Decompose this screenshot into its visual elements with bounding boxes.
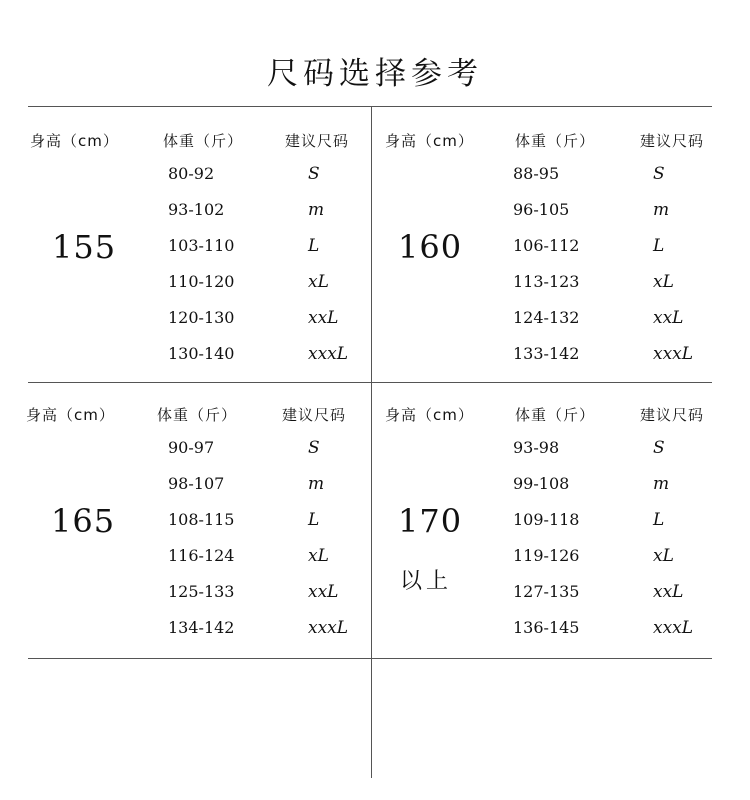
size-value: xL: [653, 272, 674, 292]
table-row: [385, 474, 745, 510]
weight-range: 98-107: [168, 474, 225, 493]
weight-range: 130-140: [168, 344, 235, 363]
table-row: [385, 344, 745, 380]
weight-range: 134-142: [168, 618, 235, 637]
height-value: 160: [398, 228, 463, 266]
size-value: L: [308, 236, 320, 256]
table-row: [385, 438, 745, 474]
height-value: 155: [52, 228, 117, 266]
table-row: [385, 164, 745, 200]
table-row: [385, 582, 745, 618]
weight-range: 110-120: [168, 272, 235, 291]
weight-range: 136-145: [513, 618, 580, 637]
size-value: m: [308, 474, 325, 494]
size-block-165: [26, 404, 386, 654]
table-row: [30, 308, 390, 344]
size-value: m: [308, 200, 325, 220]
size-block-160: [385, 130, 745, 380]
size-value: m: [653, 474, 670, 494]
table-row: [385, 618, 745, 654]
table-row: [385, 546, 745, 582]
weight-header: 体重（斤）: [157, 406, 238, 424]
weight-range: 96-105: [513, 200, 570, 219]
table-row: [26, 546, 386, 582]
table-row: [30, 200, 390, 236]
size-value: S: [653, 438, 665, 458]
table-row: [30, 236, 390, 272]
height-header: 身高（cm）: [385, 132, 474, 150]
page-title: 尺码选择参考: [267, 56, 483, 92]
size-value: xL: [308, 546, 329, 566]
table-row: [385, 308, 745, 344]
weight-range: 120-130: [168, 308, 235, 327]
weight-range: 99-108: [513, 474, 570, 493]
size-value: S: [308, 164, 320, 184]
table-row: [26, 438, 386, 474]
weight-range: 93-102: [168, 200, 225, 219]
weight-range: 119-126: [513, 546, 580, 565]
weight-range: 103-110: [168, 236, 235, 255]
size-value: S: [653, 164, 665, 184]
table-row: [385, 236, 745, 272]
table-row: [26, 474, 386, 510]
height-header: 身高（cm）: [30, 132, 119, 150]
weight-range: 106-112: [513, 236, 580, 255]
size-header: 建议尺码: [285, 132, 350, 150]
size-value: xxxL: [308, 618, 349, 638]
weight-range: 108-115: [168, 510, 235, 529]
size-header: 建议尺码: [640, 406, 705, 424]
size-value: xxL: [308, 308, 339, 328]
table-row: [385, 200, 745, 236]
bottom-divider: [28, 658, 712, 659]
size-value: L: [308, 510, 320, 530]
weight-range: 125-133: [168, 582, 235, 601]
size-header: 建议尺码: [282, 406, 347, 424]
height-value: 165: [51, 502, 116, 540]
weight-range: 124-132: [513, 308, 580, 327]
weight-header: 体重（斤）: [515, 406, 596, 424]
weight-range: 113-123: [513, 272, 580, 291]
weight-range: 116-124: [168, 546, 235, 565]
size-block-155: [30, 130, 390, 380]
size-value: m: [653, 200, 670, 220]
table-row: [30, 272, 390, 308]
table-row: [30, 164, 390, 200]
size-value: xL: [308, 272, 329, 292]
weight-range: 127-135: [513, 582, 580, 601]
size-value: xxxL: [653, 618, 694, 638]
weight-range: 109-118: [513, 510, 580, 529]
height-header: 身高（cm）: [385, 406, 474, 424]
size-value: xL: [653, 546, 674, 566]
size-value: L: [653, 510, 665, 530]
size-value: xxxL: [308, 344, 349, 364]
top-divider: [28, 106, 712, 107]
weight-range: 93-98: [513, 438, 560, 457]
height-note: 以上: [400, 569, 453, 594]
middle-divider: [28, 382, 712, 383]
size-value: L: [653, 236, 665, 256]
weight-header: 体重（斤）: [163, 132, 244, 150]
weight-range: 90-97: [168, 438, 215, 457]
height-header: 身高（cm）: [26, 406, 115, 424]
table-row: [30, 344, 390, 380]
size-value: xxxL: [653, 344, 694, 364]
table-row: [26, 582, 386, 618]
size-value: S: [308, 438, 320, 458]
table-row: [385, 272, 745, 308]
table-row: [26, 618, 386, 654]
weight-range: 88-95: [513, 164, 560, 183]
size-header: 建议尺码: [640, 132, 705, 150]
size-value: xxL: [653, 582, 684, 602]
size-value: xxL: [653, 308, 684, 328]
table-row: [26, 510, 386, 546]
table-row: [385, 510, 745, 546]
size-value: xxL: [308, 582, 339, 602]
weight-range: 80-92: [168, 164, 215, 183]
weight-header: 体重（斤）: [515, 132, 596, 150]
height-value: 170: [398, 502, 463, 540]
size-block-170: [385, 404, 745, 654]
weight-range: 133-142: [513, 344, 580, 363]
